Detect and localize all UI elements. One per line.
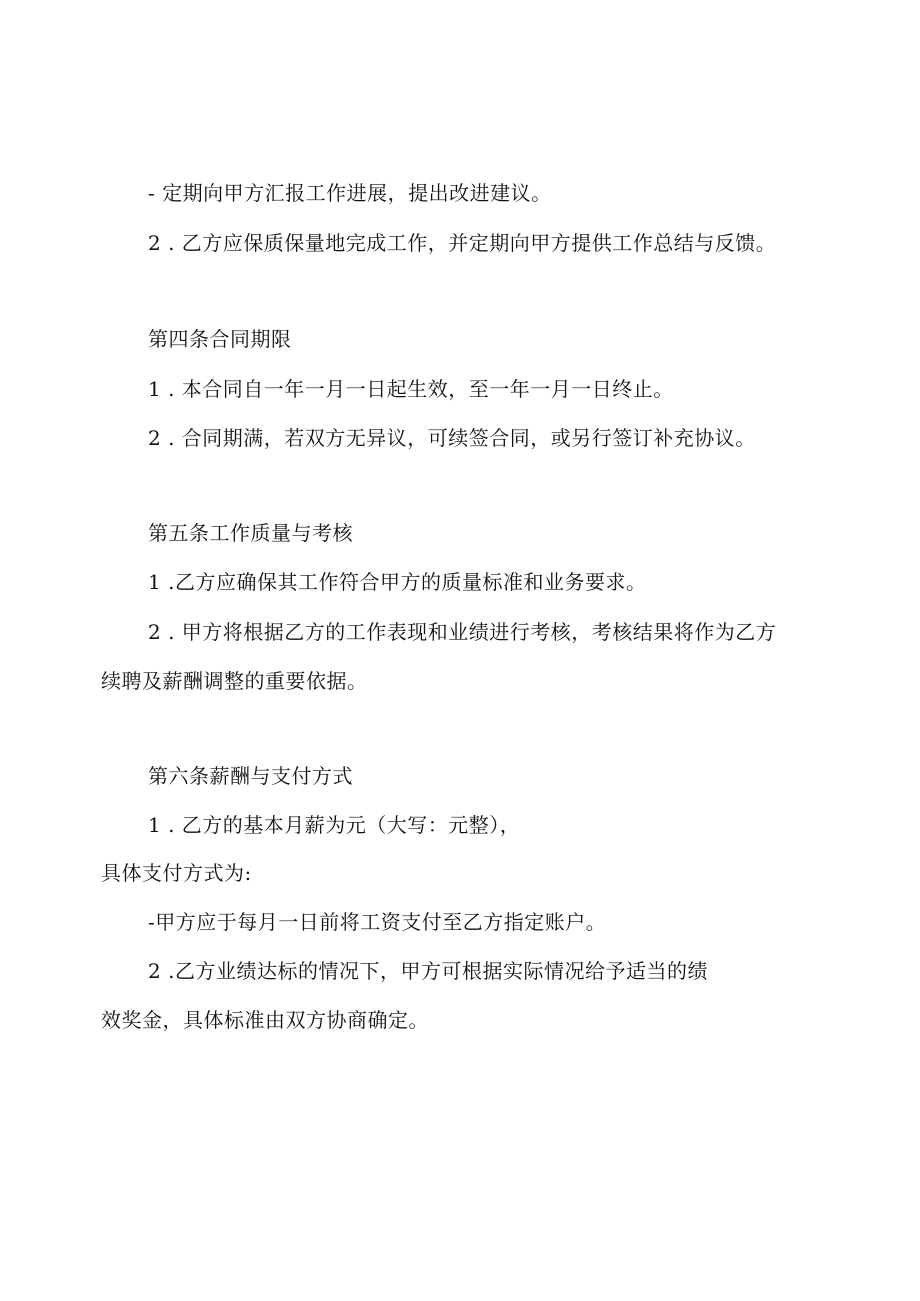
clause-5-item-2: 2 . 甲方将根据乙方的工作表现和业绩进行考核，考核结果将作为乙方	[148, 620, 777, 644]
clause-4-item-1: 1 . 本合同自一年一月一日起生效，至一年一月一日终止。	[148, 377, 674, 401]
clause-3-item-2: 2 . 乙方应保质保量地完成工作，并定期向甲方提供工作总结与反馈。	[148, 231, 777, 255]
clause-6-payment-account: -甲方应于每月一日前将工资支付至乙方指定账户。	[148, 910, 607, 934]
clause-5-heading: 第五条工作质量与考核	[148, 521, 353, 545]
clause-6-item-2-continued: 效奖金，具体标准由双方协商确定。	[101, 1008, 429, 1032]
clause-6-item-1-continued: 具体支付方式为:	[101, 861, 252, 885]
clause-6-item-1: 1 . 乙方的基本月薪为元（大写：元整），	[148, 813, 521, 837]
clause-3-item-report: - 定期向甲方汇报工作进展，提出改进建议。	[148, 181, 552, 205]
clause-6-heading: 第六条薪酬与支付方式	[148, 764, 353, 788]
clause-6-item-2: 2 .乙方业绩达标的情况下，甲方可根据实际情况给予适当的绩	[148, 959, 708, 983]
clause-4-item-2: 2 . 合同期满，若双方无异议，可续签合同，或另行签订补充协议。	[148, 426, 756, 450]
clause-4-heading: 第四条合同期限	[148, 327, 292, 351]
clause-5-item-2-continued: 续聘及薪酬调整的重要依据。	[101, 669, 368, 693]
clause-5-item-1: 1 .乙方应确保其工作符合甲方的质量标准和业务要求。	[148, 570, 647, 594]
